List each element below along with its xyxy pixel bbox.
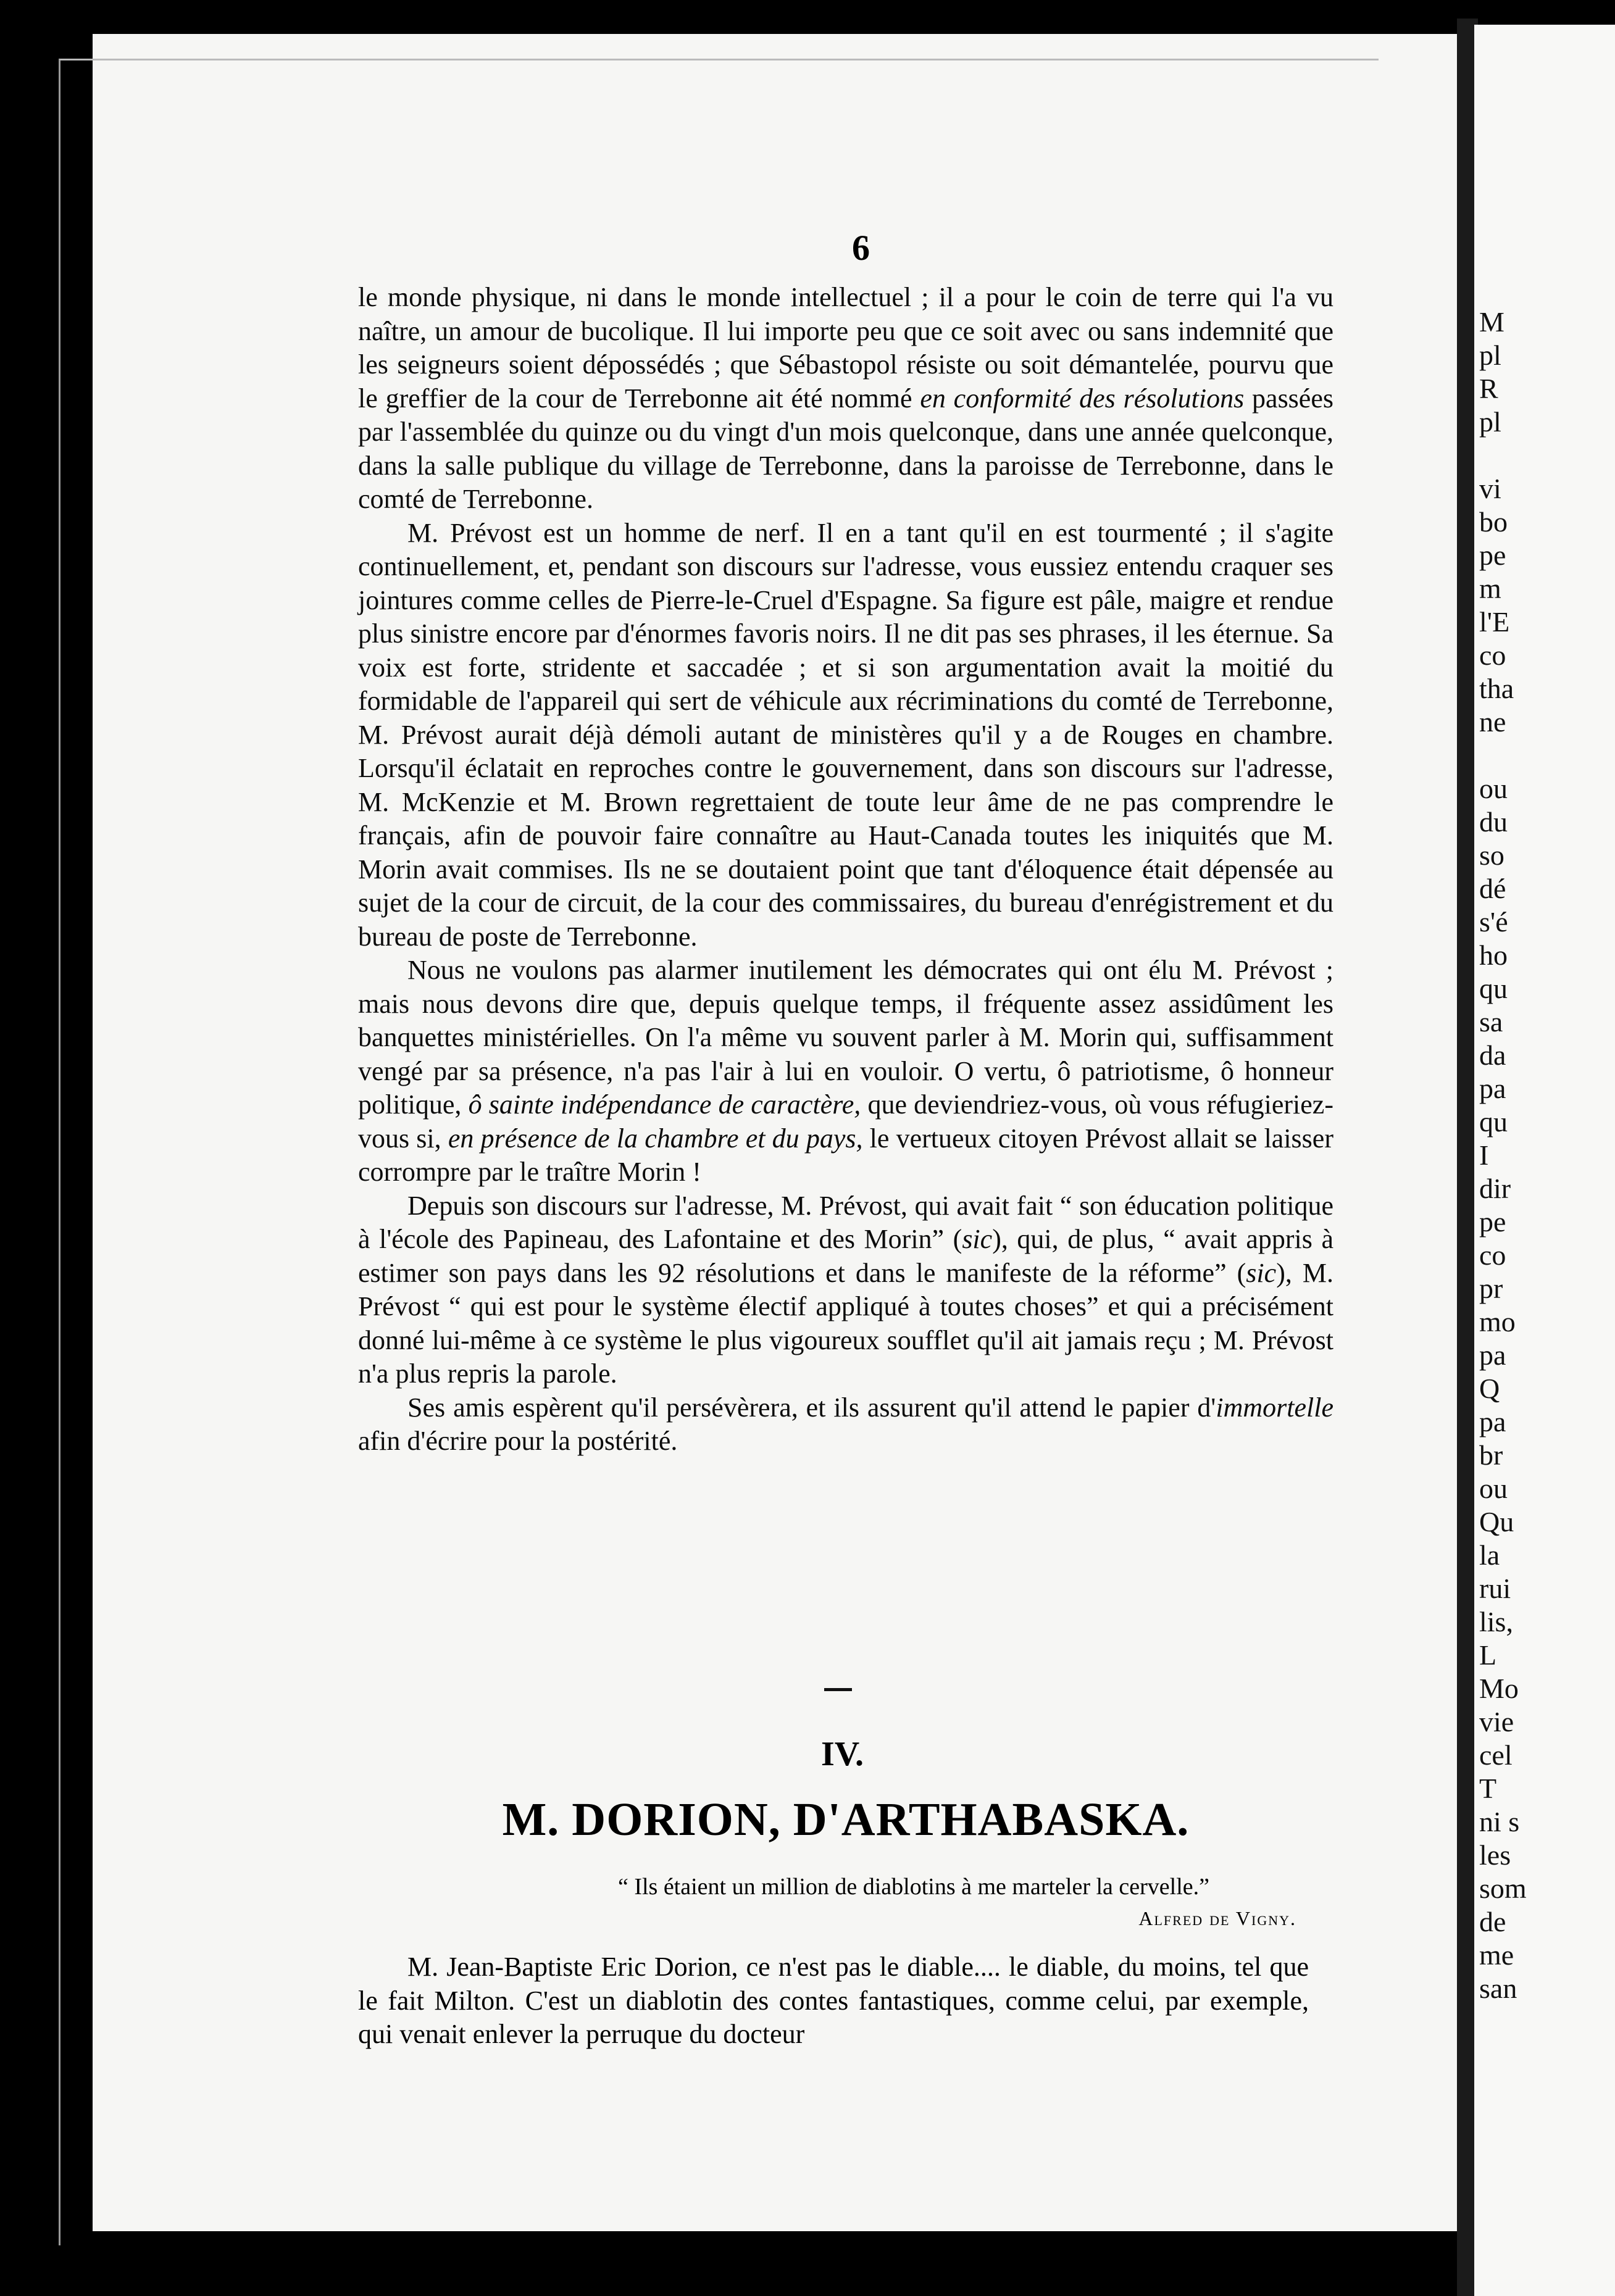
paragraph: le monde physique, ni dans le monde intellectuel ; il a pour le coin de terre qui l'a vu naître, un amour de bucolique. Il lui importe peu que ce soit avec ou sans indemnité que les seigneurs soient dépossédés ; que Sébastopol résiste ou soit démantelée, pourvu que le greffier de la cour de Terrebonne ait été nommé en conformité des résolutions passées par l'assemblée du quinze ou du vingt d'un mois quelconque, dans une année quelconque, dans la salle publique du village de Terrebonne, dans la paroisse de Terrebonne, dans le comté de Terrebonne. — [358, 282, 1333, 514]
facing-page-line: M — [1479, 306, 1504, 338]
facing-page — [1474, 25, 1615, 2296]
facing-page-line: R — [1479, 373, 1498, 404]
facing-page-line: s'é — [1479, 906, 1508, 938]
paragraph: Nous ne voulons pas alarmer inutilement les démocrates qui ont élu M. Prévost ; mais nous devons dire que, depuis quelque temps, il fréquente assez assidûment les banquettes ministérielles. On l'a même vu souvent parler à M. Morin qui, suffisamment vengé par sa présence, n'a pas l'air à lui en vouloir. O vertu, ô patriotisme, ô honneur politique, ô sainte indépendance de caractère, que deviendriez-vous, où vous réfugieriez-vous si, en présence de la chambre et du pays, le vertueux citoyen Prévost allait se laisser corrompre par le traître Morin ! — [358, 955, 1333, 1187]
facing-page-line: vi — [1479, 473, 1501, 504]
facing-page-line: Mo — [1479, 1673, 1519, 1704]
facing-page-line: L — [1479, 1639, 1497, 1671]
facing-page-line: me — [1479, 1939, 1514, 1971]
facing-page-line: pe — [1479, 1206, 1506, 1237]
facing-page-line: cel — [1479, 1739, 1513, 1771]
facing-page-line: bo — [1479, 506, 1508, 538]
facing-page-line: du — [1479, 806, 1508, 838]
facing-page-line: de — [1479, 1906, 1506, 1937]
facing-page-text — [1479, 306, 1527, 2005]
facing-page-line: qu — [1479, 973, 1508, 1004]
facing-page-line: ho — [1479, 939, 1508, 971]
facing-page-line: san — [1479, 1973, 1517, 2004]
facing-page-line — [1479, 439, 1527, 472]
body-text — [358, 281, 1333, 1458]
facing-page-line: Q — [1479, 1373, 1500, 1404]
facing-page-line: br — [1479, 1439, 1503, 1471]
facing-page-line: ni s — [1479, 1806, 1520, 1837]
facing-page-line: pl — [1479, 406, 1501, 438]
paragraph: Depuis son discours sur l'adresse, M. Prévost, qui avait fait “ son éducation politique à l'école des Papineau, des Lafontaine et des Morin” (sic), qui, de plus, “ avait appris à estimer son pays dans les 92 résolutions et dans le manifeste de la réforme” (sic), M. Prévost “ qui est pour le système électif appliqué à toutes choses” et qui a précisément donné lui-même à ce système le plus vigoureux soufflet qu'il ait jamais reçu ; M. Prévost n'a plus repris la parole. — [358, 1190, 1333, 1389]
facing-page-line: pa — [1479, 1339, 1506, 1371]
paragraph: Ses amis espèrent qu'il persévèrera, et ils assurent qu'il attend le papier d'immortelle afin d'écrire pour la postérité. — [358, 1392, 1333, 1456]
facing-page-line: som — [1479, 1873, 1527, 1904]
facing-page-line: so — [1479, 839, 1504, 871]
facing-page-line: la — [1479, 1539, 1500, 1571]
facing-page-line: sa — [1479, 1006, 1503, 1038]
epigraph-author: Alfred de Vigny. — [1138, 1907, 1296, 1929]
facing-page-line: pa — [1479, 1406, 1506, 1437]
facing-page-line: rui — [1479, 1573, 1511, 1604]
facing-page-line: qu — [1479, 1106, 1508, 1138]
paragraph: M. Jean-Baptiste Eric Dorion, ce n'est pas le diable.... le diable, du moins, tel que le fait Milton. C'est un diablotin des contes fantastiques, comme celui, par exemple, qui venait enlever la perruque du docteur — [358, 1952, 1309, 2049]
facing-page-line: pe — [1479, 539, 1506, 571]
facing-page-line: pl — [1479, 339, 1501, 371]
facing-page-line: dir — [1479, 1173, 1511, 1204]
facing-page-line: pa — [1479, 1073, 1506, 1104]
paragraph: M. Prévost est un homme de nerf. Il en a tant qu'il en est tourmenté ; il s'agite continuellement, et, pendant son discours sur l'adresse, vous eussiez entendu craquer ses jointures comme celles de Pierre-le-Cruel d'Espagne. Sa figure est pâle, maigre et rendue plus sinistre encore par d'énormes favoris noirs. Il ne dit pas ses phrases, il les éternue. Sa voix est forte, stridente et saccadée ; et si son argumentation avait la moitié du formidable de l'appareil qui sert de véhicule aux récriminations du comté de Terrebonne, M. Prévost aurait déjà démoli autant de ministères qu'il y a de Rouges en chambre. Lorsqu'il éclatait en reproches contre le gouvernement, dans son discours sur l'adresse, M. McKenzie et M. Brown regrettaient de toute leur âme de ne pas comprendre le français, afin de pouvoir faire connaître au Haut-Canada toutes les iniquités que M. Morin avait commises. Ils ne se doutaient point que tant d'éloquence était dépensée au sujet de la cour de circuit, de la cour des commissaires, du bureau d'enrégistrement et du bureau de poste de Terrebonne. — [358, 517, 1333, 952]
facing-page-line: ne — [1479, 706, 1506, 738]
facing-page-line: lis, — [1479, 1606, 1513, 1637]
facing-page-line: ou — [1479, 1473, 1508, 1504]
facing-page-line: l'E — [1479, 606, 1510, 638]
facing-page-line: co — [1479, 639, 1506, 671]
page-number: 6 — [852, 228, 870, 268]
facing-page-line: m — [1479, 573, 1501, 604]
facing-page-line: tha — [1479, 673, 1514, 704]
section-separator — [824, 1688, 852, 1691]
facing-page-line: mo — [1479, 1306, 1516, 1337]
facing-page-line: vie — [1479, 1706, 1514, 1737]
facing-page-line: pr — [1479, 1273, 1503, 1304]
facing-page-line: ou — [1479, 773, 1508, 804]
epigraph: “ Ils étaient un million de diablotins à me marteler la cervelle.” — [617, 1874, 1210, 1900]
facing-page-line: co — [1479, 1239, 1506, 1271]
section-title: M. DORION, D'ARTHABASKA. — [502, 1794, 1190, 1845]
facing-page-line — [1479, 739, 1527, 772]
facing-page-line: da — [1479, 1039, 1506, 1071]
facing-page-line: dé — [1479, 873, 1506, 904]
facing-page-line: Qu — [1479, 1506, 1514, 1537]
facing-page-line: les — [1479, 1839, 1511, 1871]
section-number: IV. — [821, 1735, 864, 1773]
facing-page-line: I — [1479, 1139, 1489, 1171]
facing-page-line: T — [1479, 1773, 1497, 1804]
